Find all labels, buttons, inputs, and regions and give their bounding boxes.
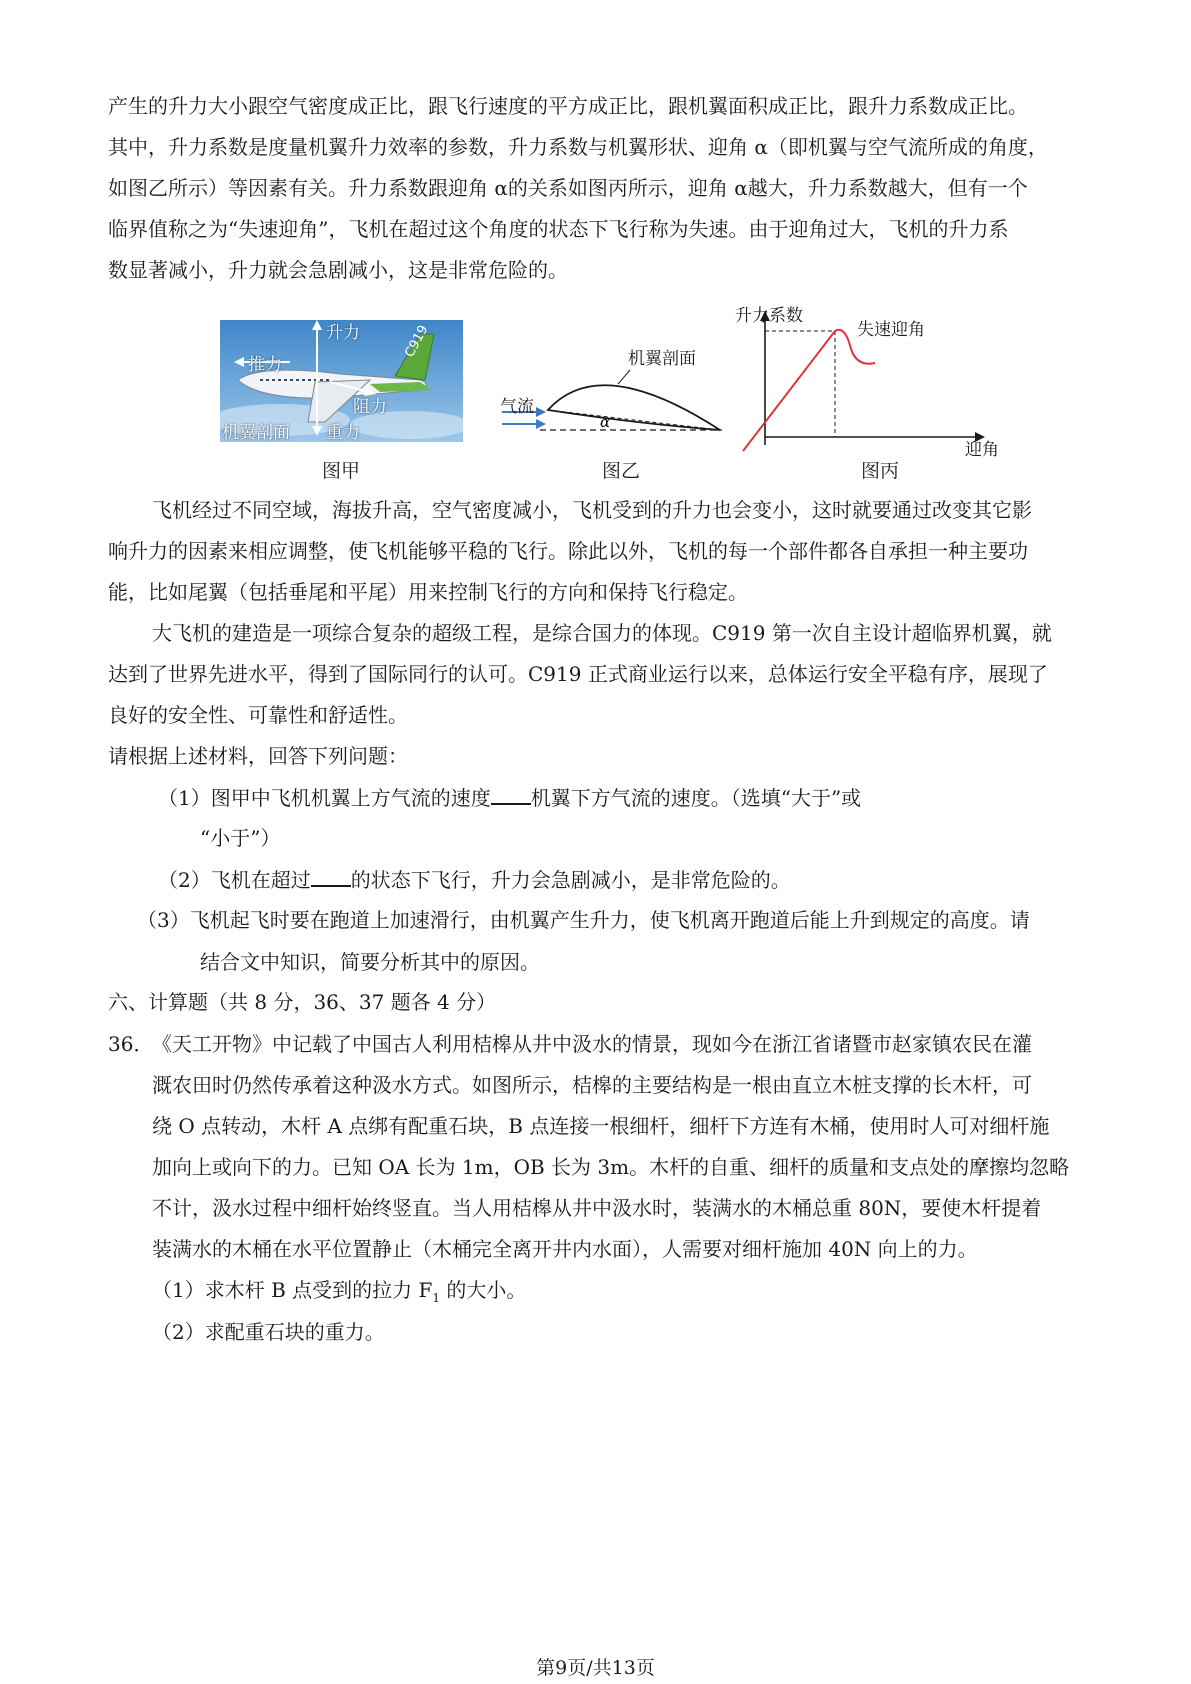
label-airflow: 气流 — [500, 397, 534, 417]
question-3-cont: 结合文中知识，简要分析其中的原因。 — [200, 950, 540, 974]
text-line: 请根据上述材料，回答下列问题： — [108, 744, 408, 768]
caption-bing: 图丙 — [860, 460, 899, 482]
text-line: 加向上或向下的力。已知 OA 长为 1m，OB 长为 3m。木杆的自重、细杆的质量和支点处的摩擦均忽略 — [152, 1155, 1070, 1179]
alpha-symbol: α — [600, 413, 611, 431]
text-line: 能，比如尾翼（包括垂尾和平尾）用来控制飞行的方向和保持飞行稳定。 — [108, 580, 748, 604]
label-wing-section-yi: 机翼剖面 — [628, 349, 696, 369]
text-line: 达到了世界先进水平，得到了国际同行的认可。C919 正式商业运行以来，总体运行安全平稳有序，展现了 — [108, 662, 1048, 686]
figure-jia — [220, 320, 463, 442]
text-line: 不计，汲水过程中细杆始终竖直。当人用桔槔从井中汲水时，装满水的木桶总重 80N，要使木杆提着 — [152, 1196, 1042, 1220]
problem-36-q1: （1）求木杆 B 点受到的拉力 $F_1$ 的大小。 — [152, 1278, 527, 1305]
text-line: 其中，升力系数是度量机翼升力效率的参数，升力系数与机翼形状、迎角 α（即机翼与空气流所成的角度， — [108, 135, 1048, 159]
stall-label: 失速迎角 — [857, 320, 925, 340]
question-3: （3）飞机起飞时要在跑道上加速滑行，由机翼产生升力，使飞机离开跑道后能上升到规定的高度。请 — [137, 908, 1030, 932]
section-heading: 六、计算题（共 8 分，36、37 题各 4 分） — [108, 990, 497, 1014]
problem-36-number: 36． — [108, 1032, 154, 1056]
caption-yi: 图乙 — [601, 460, 640, 482]
body-paragraph — [108, 490, 1098, 777]
text-line: 溉农田时仍然传承着这种汲水方式。如图所示，桔槔的主要结构是一根由直立木桩支撑的长木杆，可 — [152, 1073, 1032, 1097]
x-axis-label: 迎角 — [965, 440, 999, 460]
answer-blank[interactable] — [491, 783, 531, 805]
figure-yi — [500, 340, 725, 445]
text-line: 数显著减小，升力就会急剧减小，这是非常危险的。 — [108, 258, 568, 282]
text-line: 绕 O 点转动，木杆 A 点绑有配重石块，B 点连接一根细杆，细杆下方连有木桶，使用时人可对细杆施 — [152, 1114, 1050, 1138]
label-lift: 升力 — [326, 323, 360, 343]
question-1-cont: “小于”） — [200, 826, 281, 850]
text-line: 如图乙所示）等因素有关。升力系数跟迎角 α的关系如图丙所示，迎角 α越大，升力系数越大，但有一个 — [108, 176, 1028, 200]
text-line: 飞机经过不同空域，海拔升高，空气密度减小，飞机受到的升力也会变小，这时就要通过改变其它影 — [152, 498, 1032, 522]
intro-paragraph — [108, 86, 1098, 291]
text-line: 大飞机的建造是一项综合复杂的超级工程，是综合国力的体现。C919 第一次自主设计超临界机翼，就 — [152, 621, 1052, 645]
figure-bing — [735, 305, 1000, 460]
text-line: 装满水的木桶在水平位置静止（木桶完全离开井内水面），人需要对细杆施加 40N 向上的力。 — [152, 1237, 978, 1261]
text-line: 良好的安全性、可靠性和舒适性。 — [108, 703, 408, 727]
text-line: 《天工开物》中记载了中国古人利用桔槔从井中汲水的情景，现如今在浙江省诸暨市赵家镇农民在灌 — [152, 1032, 1032, 1056]
text-line: 临界值称之为“失速迎角”，飞机在超过这个角度的状态下飞行称为失速。由于迎角过大，飞机的升力系 — [108, 217, 1009, 241]
problem-36-text — [152, 1024, 1102, 1270]
tail-logo: C919 — [402, 322, 432, 360]
page-footer: 第9页/共13页 — [536, 1657, 655, 1679]
y-axis-label: 升力系数 — [735, 306, 803, 326]
question-1: （1）图甲中飞机机翼上方气流的速度 机翼下方气流的速度。（选填“大于”或 — [158, 778, 861, 819]
text-line: 响升力的因素来相应调整，使飞机能够平稳的飞行。除此以外，飞机的每一个部件都各自承担一种主要功 — [108, 539, 1028, 563]
caption-jia: 图甲 — [321, 460, 360, 482]
question-2: （2）飞机在超过 的状态下飞行，升力会急剧减小，是非常危险的。 — [158, 860, 791, 901]
label-drag: 阻力 — [353, 397, 387, 417]
label-wing-section: 机翼剖面 — [222, 423, 290, 443]
label-thrust: 推力 — [248, 355, 282, 375]
label-gravity: 重力 — [326, 423, 360, 443]
text-line: 产生的升力大小跟空气密度成正比，跟飞行速度的平方成正比，跟机翼面积成正比，跟升力系数成正比。 — [108, 94, 1028, 118]
answer-blank[interactable] — [311, 865, 351, 887]
problem-36-q2: （2）求配重石块的重力。 — [152, 1320, 385, 1344]
